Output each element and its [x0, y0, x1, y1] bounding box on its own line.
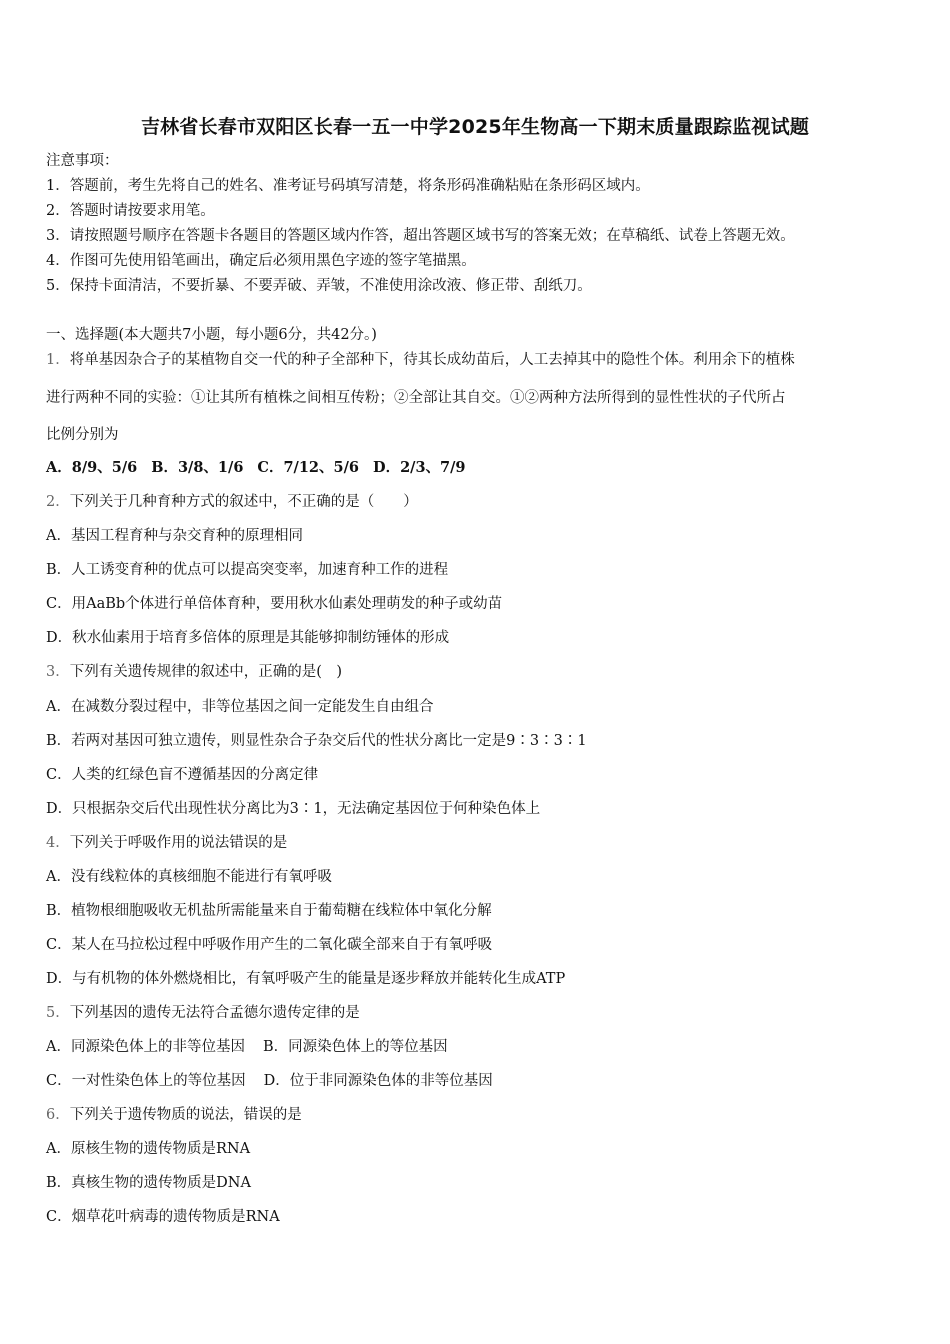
question-3-option-a: A．在减数分裂过程中，非等位基因之间一定能发生自由组合	[46, 699, 434, 715]
question-text: 下列基因的遗传无法符合孟德尔遗传定律的是	[69, 1005, 360, 1021]
option-d: D．位于非同源染色体的非等位基因	[263, 1073, 493, 1089]
question-3-option-b: B．若两对基因可独立遗传，则显性杂合子杂交后代的性状分离比一定是9∶3∶3∶1	[46, 733, 587, 749]
option-b: B．同源染色体上的等位基因	[262, 1039, 448, 1055]
question-number: 3．	[46, 664, 70, 680]
question-6-option-c: C．烟草花叶病毒的遗传物质是RNA	[46, 1209, 280, 1225]
question-text: 下列关于呼吸作用的说法错误的是	[69, 835, 288, 851]
question-3-option-d: D．只根据杂交后代出现性状分离比为3∶1，无法确定基因位于何种染色体上	[46, 801, 541, 817]
question-number: 2．	[46, 494, 70, 510]
question-2-stem	[46, 492, 418, 512]
question-number: 6．	[46, 1107, 70, 1123]
question-text: 将单基因杂合子的某植物自交一代的种子全部种下，待其长成幼苗后，人工去掉其中的隐性个体。利用余下的植株	[69, 352, 795, 368]
option-c: C．一对性染色体上的等位基因	[46, 1073, 246, 1089]
question-1-stem-line: 比例分别为	[46, 427, 119, 443]
notice-item: 1．答题前，考生先将自己的姓名、准考证号码填写清楚，将条形码准确粘贴在条形码区域内。	[46, 178, 650, 194]
page-title: 吉林省长春市双阳区长春一五一中学2025年生物高一下期末质量跟踪监视试题	[140, 116, 810, 138]
question-2-option-a: A．基因工程育种与杂交育种的原理相同	[46, 528, 303, 544]
question-6-option-a: A．原核生物的遗传物质是RNA	[46, 1141, 251, 1157]
notice-item: 3．请按照题号顺序在答题卡各题目的答题区域内作答，超出答题区域书写的答案无效；在草稿纸、试卷上答题无效。	[46, 228, 795, 244]
question-number: 1．	[46, 352, 70, 368]
question-4-option-d: D．与有机物的体外燃烧相比，有氧呼吸产生的能量是逐步释放并能转化生成ATP	[46, 971, 566, 987]
notice-item: 5．保持卡面清洁，不要折暴、不要弄破、弄皱，不准使用涂改液、修正带、刮纸刀。	[46, 278, 592, 294]
question-number: 5．	[46, 1005, 70, 1021]
option-a: A．同源染色体上的非等位基因	[46, 1039, 245, 1055]
question-2-option-c: C．用AaBb个体进行单倍体育种，要用秋水仙素处理萌发的种子或幼苗	[46, 596, 503, 612]
question-1-stem-line: 进行两种不同的实验：①让其所有植株之间相互传粉；②全部让其自交。①②两种方法所得到的显性性状的子代所占	[46, 390, 786, 406]
question-text: 下列关于遗传物质的说法，错误的是	[69, 1107, 302, 1123]
notice-item: 2．答题时请按要求用笔。	[46, 203, 215, 219]
option-c: C．7/12、5/6	[257, 459, 359, 476]
question-4-option-b: B．植物根细胞吸收无机盐所需能量来自于葡萄糖在线粒体中氧化分解	[46, 903, 492, 919]
question-text: 下列有关遗传规律的叙述中，正确的是( )	[69, 664, 343, 680]
question-1-options	[46, 458, 466, 478]
question-4-option-c: C．某人在马拉松过程中呼吸作用产生的二氧化碳全部来自于有氧呼吸	[46, 937, 493, 953]
option-b: B．3/8、1/6	[151, 459, 244, 476]
notice-item: 4．作图可先使用铅笔画出，确定后必须用黑色字迹的签字笔描黑。	[46, 253, 476, 269]
question-4-stem	[46, 833, 287, 853]
question-5-options-ab	[46, 1037, 448, 1057]
option-d: D．2/3、7/9	[373, 459, 466, 476]
question-2-option-b: B．人工诱变育种的优点可以提高突变率，加速育种工作的进程	[46, 562, 449, 578]
question-text: 下列关于几种育种方式的叙述中，不正确的是（ ）	[69, 494, 418, 510]
question-1-stem	[46, 350, 795, 370]
question-number: 4．	[46, 835, 70, 851]
section-heading: 一、选择题(本大题共7小题，每小题6分，共42分。)	[46, 327, 377, 343]
notice-heading: 注意事项：	[46, 153, 119, 169]
question-5-stem	[46, 1003, 360, 1023]
option-a: A．8/9、5/6	[46, 459, 138, 476]
question-3-option-c: C．人类的红绿色盲不遵循基因的分离定律	[46, 767, 319, 783]
question-5-options-cd	[46, 1071, 493, 1091]
question-4-option-a: A．没有线粒体的真核细胞不能进行有氧呼吸	[46, 869, 332, 885]
question-2-option-d: D．秋水仙素用于培育多倍体的原理是其能够抑制纺锤体的形成	[46, 630, 450, 646]
question-3-stem	[46, 662, 342, 682]
question-6-option-b: B．真核生物的遗传物质是DNA	[46, 1175, 251, 1191]
question-6-stem	[46, 1105, 302, 1125]
